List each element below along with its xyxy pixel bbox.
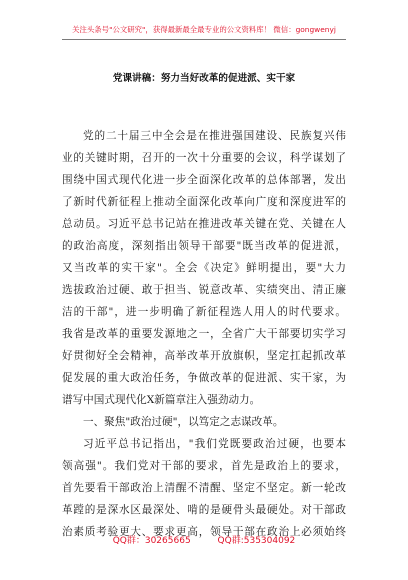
header-notice: 关注头条号"公文研究"，获得最新最全最专业的公文资料库！ 微信：gongwenyj (72, 25, 336, 34)
body-line: 革蹚的是深水区最深处、啃的是硬骨头最硬处。对干部政 (62, 504, 346, 516)
body-line: 治素质考验更大、要求更高，领导干部在政治上必须始终 (62, 526, 346, 538)
body-line: 的政治高度，深刻指出领导干部要"既当改革的促进派， (62, 240, 346, 252)
body-line: 谱写中国式现代化X新篇章注入强劲动力。 (62, 394, 261, 406)
footer-qq-group-2: QQ群:535304092 (217, 536, 296, 546)
body-line: 业的关键时期，召开的一次十分重要的会议，科学谋划了 (62, 152, 346, 164)
body-line: 我省是改革的重要发源地之一，全省广大干部要切实学习 (62, 328, 346, 340)
document-title: 党课讲稿：努力当好改革的促进派、实干家 (112, 73, 296, 84)
section-heading: 一、聚焦"政治过硬"，以笃定之志谋改革。 (83, 416, 284, 428)
body-line: 又当改革的实干家"。全会《决定》鲜明提出，要"大力 (62, 262, 346, 274)
footer-contact (0, 533, 408, 546)
body-line: 总动员。习近平总书记站在推进改革关键在党、关键在人 (62, 218, 346, 230)
document-body (62, 125, 346, 543)
body-line: 洁的干部"，进一步明确了新征程选人用人的时代要求。 (62, 306, 346, 318)
body-line: 领高强"。我们党对干部的要求，首先是政治上的要求， (62, 460, 346, 472)
header-divider (62, 39, 346, 40)
body-line: 党的二十届三中全会是在推进强国建设、民族复兴伟 (83, 130, 346, 142)
body-line: 好贯彻好全会精神，高举改革开放旗帜，坚定扛起抓改革 (62, 350, 346, 362)
body-line: 促发展的重大政治任务，争做改革的促进派、实干家，为 (62, 372, 346, 384)
body-line: 习近平总书记指出，"我们党既要政治过硬，也要本 (83, 438, 346, 450)
body-line: 了新时代新征程上推动全面深化改革向广度和深度进军的 (62, 196, 346, 208)
body-line: 选拔政治过硬、敢于担当、锐意改革、实绩突出、清正廉 (62, 284, 346, 296)
body-line: 围绕中国式现代化进一步全面深化改革的总体部署，发出 (62, 174, 346, 186)
footer-qq-group-1: QQ群：30265665 (112, 536, 191, 546)
body-line: 首先要看干部政治上清醒不清醒、坚定不坚定。新一轮改 (62, 482, 346, 494)
